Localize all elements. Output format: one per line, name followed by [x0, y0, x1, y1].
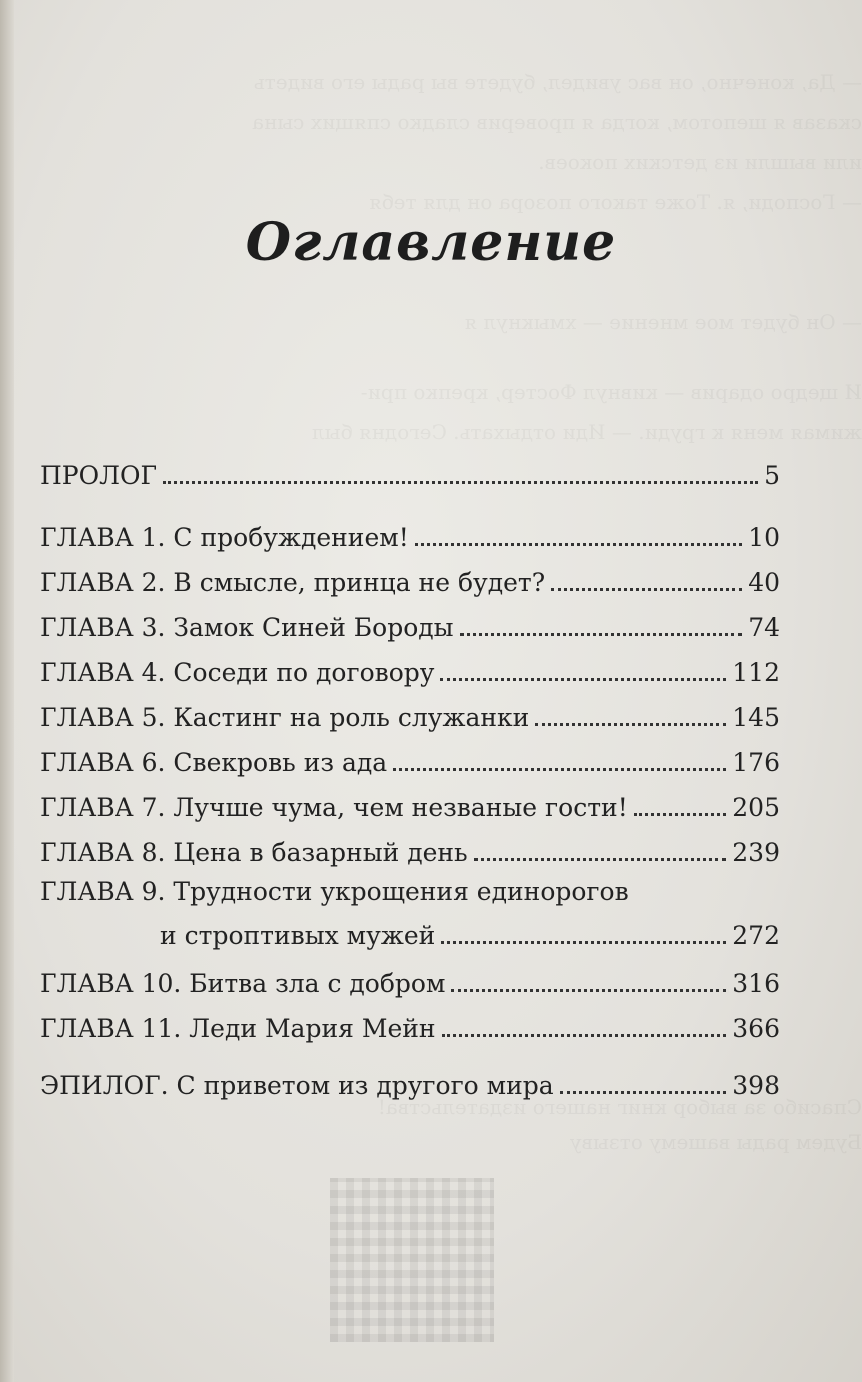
dot-leader: [163, 481, 758, 484]
bleed-through-qr-code: [330, 1178, 494, 1342]
toc-entry[interactable]: [40, 829, 780, 869]
toc-entry-title: ГЛАВА 1. С пробуждением!: [40, 523, 409, 552]
bleed-through-text: И щедро одарив — кивнул Фостер, крепко при-: [360, 380, 862, 404]
toc-entry[interactable]: [40, 559, 780, 599]
toc-entry-page: 5: [764, 461, 780, 490]
toc-entry-page: 239: [732, 838, 780, 867]
bleed-through-text: — Господи, я. Тоже такого позора он для тебя: [369, 190, 862, 214]
toc-entry-page: 366: [732, 1014, 780, 1043]
dot-leader: [551, 588, 742, 591]
page-spine-shadow: [0, 0, 14, 1382]
toc-entry[interactable]: [40, 739, 780, 779]
toc-entry-page: 205: [732, 793, 780, 822]
dot-leader: [415, 543, 742, 546]
dot-leader: [535, 723, 726, 726]
toc-entry-title: ГЛАВА 2. В смысле, принца не будет?: [40, 568, 546, 597]
bleed-through-text: сказав я шепотом, когда я проверив сладко спящих сына: [252, 110, 862, 134]
bleed-through-text: — Он будет мое мнение — хмыкнул я: [464, 310, 862, 334]
toc-entry[interactable]: [40, 649, 780, 689]
toc-entry[interactable]: [40, 694, 780, 734]
toc-entry-page: 40: [748, 568, 780, 597]
toc-entry-title: ГЛАВА 3. Замок Синей Бороды: [40, 613, 454, 642]
toc-entry[interactable]: [40, 784, 780, 824]
toc-entry-page: 74: [748, 613, 780, 642]
toc-entry-page: 316: [732, 969, 780, 998]
toc-entry-page: 112: [732, 658, 780, 687]
toc-entry[interactable]: [40, 604, 780, 644]
dot-leader: [634, 813, 727, 816]
toc-entry[interactable]: [40, 876, 780, 952]
bleed-through-text: или вышли из детских покоев.: [538, 150, 862, 174]
toc-entry-page: 398: [732, 1071, 780, 1100]
toc-entry-title: ЭПИЛОГ. С приветом из другого мира: [40, 1071, 554, 1100]
bleed-through-text: Спасибо за выбор книг нашего издательства!: [377, 1095, 862, 1119]
toc-entry-page: 10: [748, 523, 780, 552]
toc-entry-title-continued: и строптивых мужей: [160, 921, 436, 950]
toc-entry-page: 145: [732, 703, 780, 732]
page-title: Оглавление: [245, 212, 617, 273]
toc-entry-title: ГЛАВА 7. Лучше чума, чем незваные гости!: [40, 793, 628, 822]
toc-entry[interactable]: [40, 1062, 780, 1102]
toc-entry-title: ГЛАВА 10. Битва зла с добром: [40, 969, 446, 998]
dot-leader: [393, 768, 726, 771]
toc-entry-page: 176: [732, 748, 780, 777]
toc-entry-title: ГЛАВА 6. Свекровь из ада: [40, 748, 388, 777]
toc-entry-title: ПРОЛОГ: [40, 461, 158, 490]
toc-entry[interactable]: [40, 452, 780, 492]
dot-leader: [460, 633, 743, 636]
bleed-through-text: — Да, конечно, он вас увидел, будете вы рады его видеть: [253, 70, 862, 94]
toc-entry-title: ГЛАВА 4. Соседи по договору: [40, 658, 435, 687]
bleed-through-text: жимая меня к груди. — Иди отдыхать. Сегодня был: [311, 420, 862, 444]
toc-entry-title: ГЛАВА 11. Леди Мария Мейн: [40, 1014, 436, 1043]
dot-leader: [442, 1034, 727, 1037]
toc-entry-title: ГЛАВА 5. Кастинг на роль служанки: [40, 703, 530, 732]
toc-entry-title: ГЛАВА 8. Цена в базарный день: [40, 838, 468, 867]
toc-entry-page: 272: [732, 921, 780, 950]
dot-leader: [451, 989, 726, 992]
toc-entry-title: ГЛАВА 9. Трудности укрощения единорогов: [40, 877, 629, 906]
toc-entry[interactable]: [40, 960, 780, 1000]
dot-leader: [560, 1091, 727, 1094]
bleed-through-text: Будем рады вашему отзыву: [569, 1130, 862, 1154]
dot-leader: [474, 858, 727, 861]
toc-entry[interactable]: [40, 1005, 780, 1045]
toc-entry[interactable]: [40, 514, 780, 554]
dot-leader: [440, 678, 726, 681]
dot-leader: [441, 941, 726, 944]
